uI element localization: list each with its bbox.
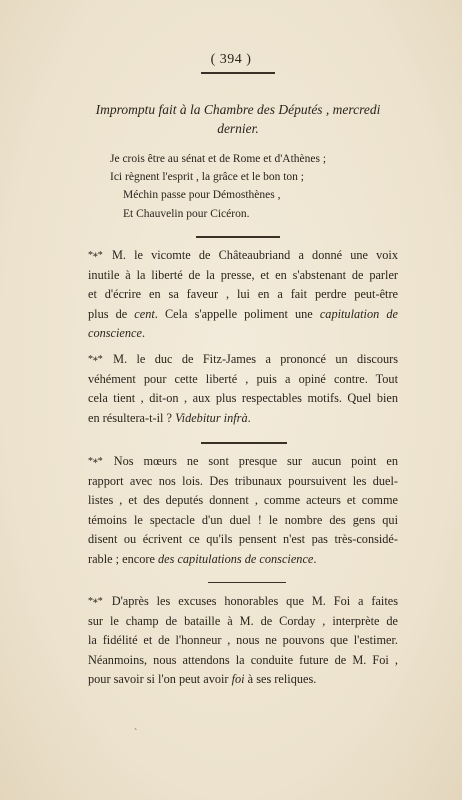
text-line: cela tient , dit-on , aux plus respectables motifs. Quel bien bbox=[88, 391, 398, 406]
asterism: *∗* bbox=[88, 250, 102, 261]
text-line: rable ; encore bbox=[88, 551, 158, 566]
section-rule bbox=[201, 442, 287, 444]
italic-text: cent bbox=[134, 306, 155, 321]
italic-text: conscience bbox=[88, 326, 142, 341]
text-line: véhément pour cette liberté , puis a opiné contre. Tout bbox=[88, 371, 398, 386]
text-line: Néanmoins, nous attendons la conduite future de M. Foi , bbox=[88, 652, 398, 667]
paragraph-moeurs bbox=[88, 452, 398, 570]
text-line: pour savoir si l'on peut avoir bbox=[88, 672, 232, 687]
poem-title-line2: dernier. bbox=[217, 121, 259, 136]
section-rule bbox=[208, 582, 286, 583]
header-rule bbox=[201, 72, 275, 74]
text-line: . bbox=[313, 551, 317, 566]
asterism: *∗* bbox=[88, 456, 102, 467]
paragraph-chateaubriand bbox=[88, 246, 398, 344]
asterism: *∗* bbox=[88, 596, 102, 607]
paragraph-foi bbox=[88, 592, 398, 690]
text-line: Nos mœurs ne sont presque sur aucun point en bbox=[113, 454, 398, 468]
text-line: la fidélité et de l'honneur , nous ne pouvons que l'estimer. bbox=[88, 633, 398, 648]
text-line: . Cela s'appelle poliment une bbox=[154, 306, 320, 321]
text-line: témoins le spectacle d'un duel ! le nombre des gens qui bbox=[88, 512, 398, 527]
text-line: M. le vicomte de Châteaubriand a donné une voix bbox=[111, 248, 398, 262]
verse-line: Je crois être au sénat et de Rome et d'Athènes ; bbox=[110, 153, 327, 165]
poem-title bbox=[78, 100, 398, 138]
poem-title-line1: Impromptu fait à la Chambre des Députés , mercredi bbox=[95, 102, 381, 117]
text-line: listes , et des deputés donnent , comme acteurs et comme bbox=[88, 493, 398, 508]
page-number: ( 394 ) bbox=[210, 52, 252, 67]
italic-text: capitulation de bbox=[319, 306, 398, 321]
verse-line: Et Chauvelin pour Cicéron. bbox=[123, 208, 250, 220]
text-line: disent ou écrivent ce qu'ils pensent n'est pas très-considé- bbox=[88, 532, 398, 547]
text-line: à ses reliques. bbox=[244, 672, 317, 687]
stray-ink-mark: ` bbox=[134, 728, 138, 739]
verse-line: Ici règnent l'esprit , la grâce et le bon ton ; bbox=[110, 171, 304, 183]
paragraph-fitz-james bbox=[88, 350, 398, 428]
text-line: inutile à la liberté de la presse, et en s'abstenant de parler bbox=[88, 267, 398, 282]
text-line: . bbox=[247, 410, 251, 425]
text-line: en résultera-t-il ? bbox=[88, 410, 176, 425]
text-line: M. le duc de Fitz-James a prononcé un discours bbox=[113, 352, 398, 366]
verse-line: Méchin passe pour Démosthènes , bbox=[123, 189, 281, 201]
text-line: sur le champ de bataille à M. de Corday , interprète de bbox=[88, 613, 398, 628]
italic-text: Videbitur infrà bbox=[175, 410, 248, 425]
asterism: *∗* bbox=[88, 354, 102, 365]
text-line: rapport avec nos lois. Des tribunaux poursuivent les duel- bbox=[88, 473, 398, 488]
text-line: et d'écrire en sa faveur , lui en a fait perdre peut-être bbox=[88, 287, 398, 302]
italic-text: foi bbox=[231, 672, 245, 687]
text-line: . bbox=[141, 326, 146, 341]
section-rule bbox=[196, 236, 280, 238]
italic-text: des capitulations de conscience bbox=[157, 551, 314, 566]
text-line: plus de bbox=[88, 306, 135, 321]
text-line: D'après les excuses honorables que M. Foi a faites bbox=[111, 594, 399, 608]
